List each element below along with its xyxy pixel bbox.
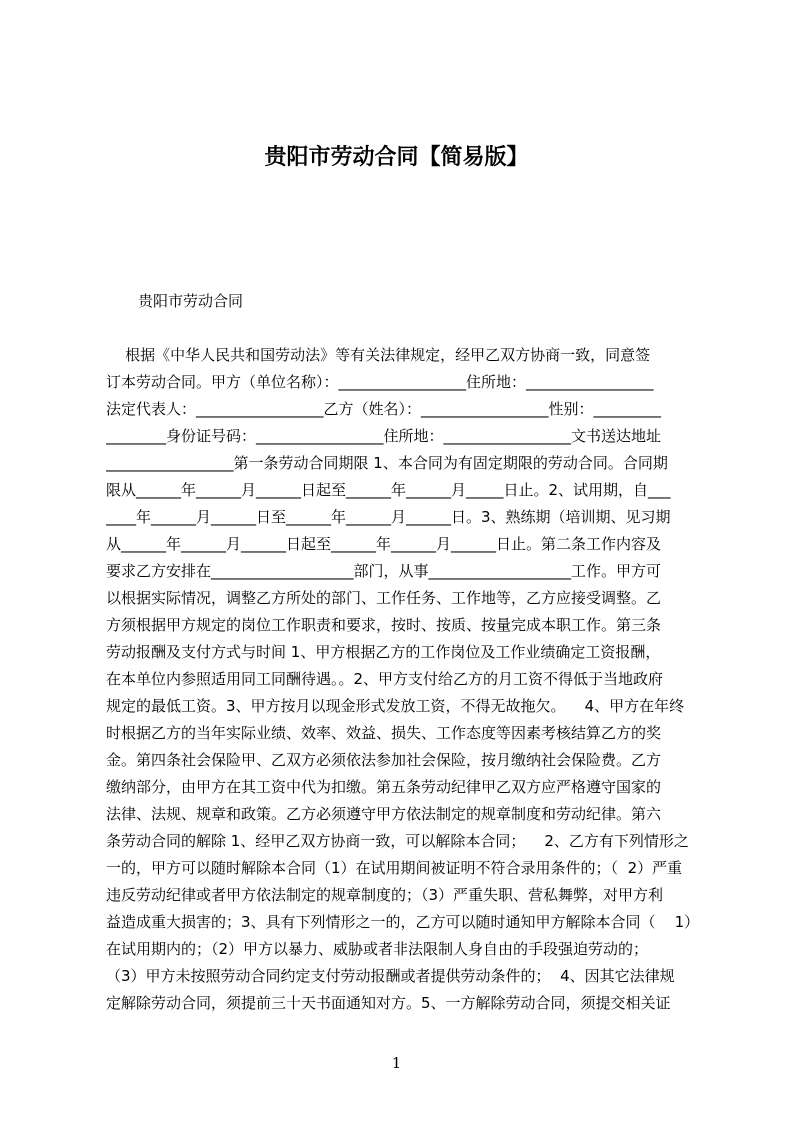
body-line: 违反劳动纪律或者甲方依法制定的规章制度的；（3）严重失职、营私舞弊，对甲方利 xyxy=(106,886,664,904)
body-line: 在试用期内的；（2）甲方以暴力、威胁或者非法限制人身自由的手段强迫劳动的； xyxy=(106,940,649,958)
body-line: _________________第一条劳动合同期限 1、本合同为有固定期限的劳动合同。合同期 xyxy=(106,454,668,472)
body-line: 益造成重大损害的；3、具有下列情形之一的，乙方可以随时通知甲方解除本合同（ 1） xyxy=(106,913,700,931)
body-line: 定解除劳动合同，须提前三十天书面通知对方。5、一方解除劳动合同，须提交相关证 xyxy=(106,994,671,1012)
body-line: ____年______月______日至______年______月______日。3、熟练期（培训期、见习期 xyxy=(106,508,671,526)
body-line: 时根据乙方的当年实际业绩、效率、效益、损失、工作态度等因素考核结算乙方的奖 xyxy=(106,724,662,742)
document-title: 贵阳市劳动合同【简易版】 xyxy=(264,145,529,170)
body-line: 以根据实际情况，调整乙方所处的部门、工作任务、工作地等，乙方应接受调整。乙 xyxy=(106,589,662,607)
body-line: （3）甲方未按照劳动合同约定支付劳动报酬或者提供劳动条件的； 4、因其它法律规 xyxy=(106,967,675,985)
body-line: 一的，甲方可以随时解除本合同（1）在试用期间被证明不符合录用条件的；（ 2）严重 xyxy=(106,859,683,877)
body-line: 金。第四条社会保险甲、乙双方必须依法参加社会保险，按月缴纳社会保险费。乙方 xyxy=(106,751,662,769)
page-number: 1 xyxy=(391,1054,402,1072)
body-line: 在本单位内参照适用同工同酬待遇。。2、甲方支付给乙方的月工资不得低于当地政府 xyxy=(106,670,664,688)
body-line: 劳动报酬及支付方式与时间 1、甲方根据乙方的工作岗位及工作业绩确定工资报酬， xyxy=(106,643,661,661)
body-line: 订本劳动合同。甲方（单位名称）：_________________住所地：_________________ xyxy=(106,373,654,391)
body-line: 限从______年______月______日起至______年______月_____日止。2、试用期，自___ xyxy=(106,481,671,499)
body-line: ________身份证号码：_________________住所地：_________________文书送达地址 xyxy=(106,427,662,445)
document-body xyxy=(106,342,700,1032)
body-line: 规定的最低工资。3、甲方按月以现金形式发放工资，不得无故拖欠。 4、甲方在年终 xyxy=(106,697,685,715)
body-line: 方须根据甲方规定的岗位工作职责和要求，按时、按质、按量完成本职工作。第三条 xyxy=(106,616,662,634)
body-line: 从______年______月______日起至______年______月______日止。第二条工作内容及 xyxy=(106,535,662,553)
body-line: 要求乙方安排在___________________部门，从事___________________工作。甲方可 xyxy=(106,562,662,580)
body-line: 缴纳部分，由甲方在其工资中代为扣缴。第五条劳动纪律甲乙双方应严格遵守国家的 xyxy=(106,778,662,796)
document-subtitle: 贵阳市劳动合同 xyxy=(138,292,244,310)
body-line: 法定代表人：_________________乙方（姓名）：_________________性别：_________ xyxy=(106,400,662,418)
body-line: 根据《中华人民共和国劳动法》等有关法律规定，经甲乙双方协商一致，同意签 xyxy=(106,346,651,364)
body-line: 法律、法规、规章和政策。乙方必须遵守甲方依法制定的规章制度和劳动纪律。第六 xyxy=(106,805,662,823)
body-line: 条劳动合同的解除 1、经甲乙双方协商一致，可以解除本合同； 2、乙方有下列情形之 xyxy=(106,832,689,850)
